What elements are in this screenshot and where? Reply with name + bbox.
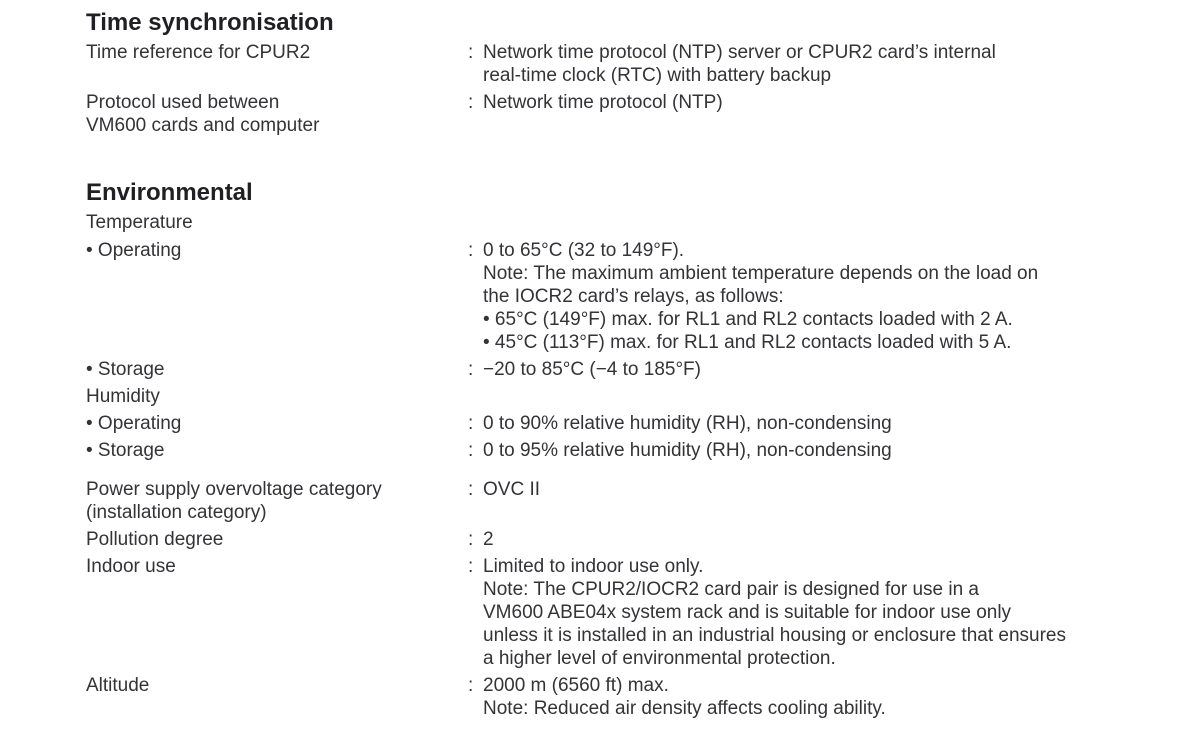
spec-value: real-time clock (RTC) with battery backup bbox=[483, 65, 832, 86]
colon-separator: : bbox=[468, 92, 474, 113]
spec-label: (installation category) bbox=[86, 502, 267, 523]
spec-value: VM600 ABE04x system rack and is suitable for indoor use only bbox=[483, 602, 1012, 623]
spec-value: a higher level of environmental protection. bbox=[483, 648, 836, 669]
spec-label: Indoor use bbox=[86, 556, 176, 577]
colon-separator: : bbox=[468, 556, 474, 577]
colon-separator: : bbox=[468, 413, 474, 434]
spec-value: −20 to 85°C (−4 to 185°F) bbox=[483, 359, 701, 380]
spec-label: Protocol used between bbox=[86, 92, 280, 113]
spec-value: 0 to 95% relative humidity (RH), non-condensing bbox=[483, 440, 892, 461]
section-title-environmental: Environmental bbox=[86, 179, 253, 206]
spec-label: • Storage bbox=[86, 359, 165, 380]
spec-label: • Storage bbox=[86, 440, 165, 461]
spec-value: 0 to 90% relative humidity (RH), non-condensing bbox=[483, 413, 892, 434]
spec-value: 2 bbox=[483, 529, 494, 550]
colon-separator: : bbox=[468, 675, 474, 696]
colon-separator: : bbox=[468, 479, 474, 500]
spec-label: Temperature bbox=[86, 212, 193, 233]
spec-value: Network time protocol (NTP) server or CPUR2 card’s internal bbox=[483, 42, 996, 63]
section-title-time-synchronisation: Time synchronisation bbox=[86, 9, 334, 36]
spec-value: Network time protocol (NTP) bbox=[483, 92, 723, 113]
colon-separator: : bbox=[468, 240, 474, 261]
spec-label: Altitude bbox=[86, 675, 150, 696]
spec-value: 0 to 65°C (32 to 149°F). bbox=[483, 240, 685, 261]
colon-separator: : bbox=[468, 359, 474, 380]
spec-value: OVC II bbox=[483, 479, 541, 500]
spec-value: Note: The maximum ambient temperature depends on the load on bbox=[483, 263, 1039, 284]
spec-value: the IOCR2 card’s relays, as follows: bbox=[483, 286, 784, 307]
spec-value: • 65°C (149°F) max. for RL1 and RL2 contacts loaded with 2 A. bbox=[483, 309, 1013, 330]
spec-value: Note: The CPUR2/IOCR2 card pair is designed for use in a bbox=[483, 579, 979, 600]
spec-value: Note: Reduced air density affects cooling ability. bbox=[483, 698, 886, 719]
spec-value: 2000 m (6560 ft) max. bbox=[483, 675, 669, 696]
spec-label: Humidity bbox=[86, 386, 160, 407]
colon-separator: : bbox=[468, 42, 474, 63]
spec-value: Limited to indoor use only. bbox=[483, 556, 704, 577]
spec-label: • Operating bbox=[86, 240, 182, 261]
spec-value: • 45°C (113°F) max. for RL1 and RL2 contacts loaded with 5 A. bbox=[483, 332, 1012, 353]
spec-label: Power supply overvoltage category bbox=[86, 479, 382, 500]
spec-label: Time reference for CPUR2 bbox=[86, 42, 311, 63]
colon-separator: : bbox=[468, 529, 474, 550]
spec-value: unless it is installed in an industrial housing or enclosure that ensures bbox=[483, 625, 1066, 646]
spec-label: Pollution degree bbox=[86, 529, 224, 550]
spec-label: • Operating bbox=[86, 413, 182, 434]
colon-separator: : bbox=[468, 440, 474, 461]
spec-label: VM600 cards and computer bbox=[86, 115, 320, 136]
